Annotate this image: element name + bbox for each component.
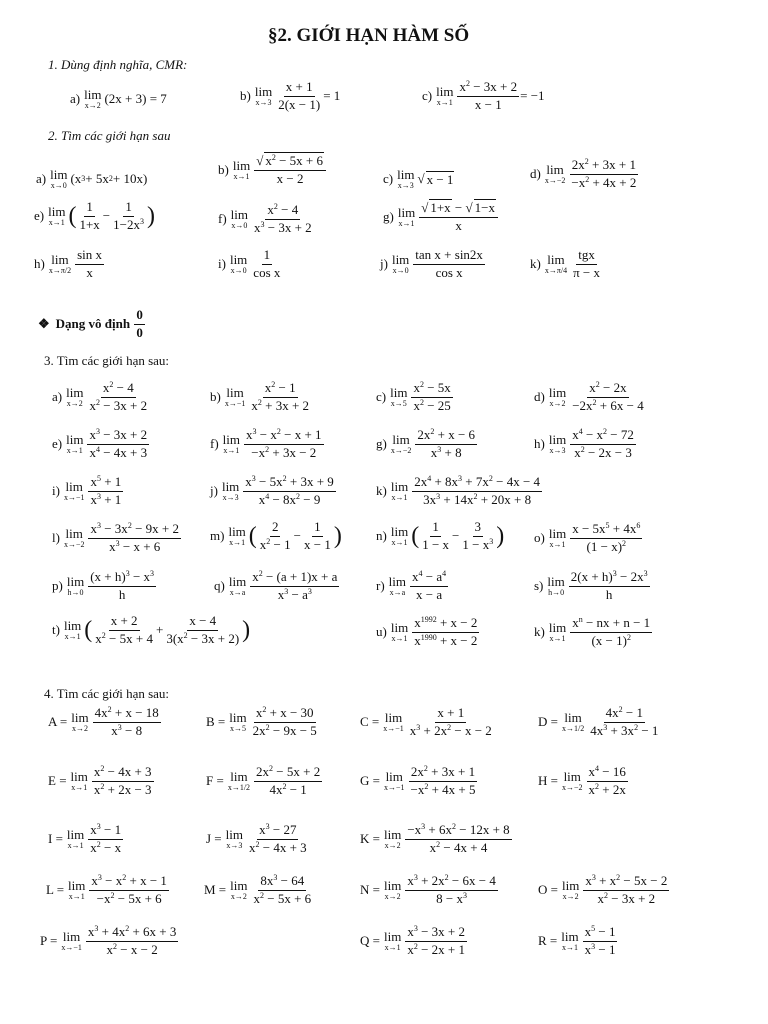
s3-problem-b: b) lim x→−1 $\frac{x^2 - 1}{x^2 + 3x + 2}$	[210, 380, 310, 413]
s2-problem-g: g) lim x→1 $\frac{√ 1+x - √ 1-x}{x}$	[383, 201, 499, 234]
s2-problem-e: e) lim x→1 ( $\frac{1}{1+x}$ − $\frac{1}{1-2x^3}$ )	[34, 199, 155, 232]
s4-problem-Q: Q = lim x→1 $\frac{x^3 - 3x + 2}{x^2 - 2x + 1}$	[360, 924, 465, 957]
s2-problem-b: b) lim x→1 $\frac{√ x^2 - 5x + 6}{x - 2}$	[218, 154, 327, 187]
s4-problem-E: E = lim x→1 $\frac{x^2 - 4x + 3}{x^2 + 2x - 3}$	[48, 764, 152, 797]
s4-problem-H: H = lim x→−2 $\frac{x^4 - 16}{x^2 + 2x}$	[538, 764, 626, 797]
s3-problem-u: u) lim x→1 $\frac{x^{1992} + x - 2}{x^{1990} + x - 2}$	[376, 615, 478, 648]
s2-problem-c: c) lim x→3 √ x − 1	[383, 167, 454, 190]
s3-problem-r: r) lim x→a $\frac{x^4 - a^4}{x - a}$	[376, 569, 447, 602]
s4-problem-L: L = lim x→1 $\frac{x^3 - x^2 + x - 1}{-x^2 - 5x + 6}$	[46, 873, 167, 906]
s4-problem-O: O = lim x→2 $\frac{x^3 + x^2 - 5x - 2}{x^2 - 3x + 2}$	[538, 873, 668, 906]
s3-problem-i: i) lim x→−1 $\frac{x^5 + 1}{x^3 + 1}$	[52, 474, 122, 507]
s3-problem-l: l) lim x→−2 $\frac{x^3 - 3x^2 - 9x + 2}{x^3 - x + 6}$	[52, 521, 179, 554]
s3-problem-k2: k) lim x→1 $\frac{x^n - nx + n - 1}{(x - 1)^2}$	[534, 615, 651, 648]
s2-problem-k: k) lim x→π/4 $\frac{\text{tgx}}{\pi - x}$	[530, 247, 601, 280]
s2-problem-d: d) lim x→−2 $\frac{2x^2 + 3x + 1}{-x^2 + 4x + 2}$	[530, 157, 637, 190]
s3-problem-s: s) lim h→0 $\frac{2(x + h)^3 - 2x^3}{h}$	[534, 569, 648, 602]
s3-problem-o: o) lim x→1 $\frac{x - 5x^5 + 4x^6}{(1 - x)^2}$	[534, 521, 641, 554]
s4-problem-D: D = lim x→1/2 $\frac{4x^2 - 1}{4x^3 + 3x^2 - 1}$	[538, 705, 659, 738]
s2-problem-f: f) lim x→0 $\frac{x^2 - 4}{x^3 - 3x + 2}$	[218, 202, 312, 235]
s2-problem-j: j) lim x→0 $\frac{\text{tan x + sin2x}}{\text{cos x}}$	[380, 247, 483, 280]
s4-problem-J: J = lim x→3 $\frac{x^3 - 27}{x^2 - 4x + 3}$	[206, 822, 307, 855]
s4-problem-P: P = lim x→−1 $\frac{x^3 + 4x^2 + 6x + 3}{x^2 - x - 2}$	[40, 924, 177, 957]
s2-problem-h: h) lim x→π/2 $\frac{\text{sin x}}{x}$	[34, 247, 103, 280]
section-1-heading: 1. Dùng định nghĩa, CMR:	[48, 57, 188, 72]
s1-problem-a: a) lim x→2 (2x + 3) = 7	[70, 87, 167, 110]
s1-problem-c: c) lim x→1 $\frac{x^2 - 3x + 2}{x - 1}$ = −1	[422, 79, 545, 112]
section-3-heading: 3. Tìm các giới hạn sau:	[44, 353, 170, 368]
s3-problem-h: h) lim x→3 $\frac{x^4 - x^2 - 72}{x^2 - 2x - 3}$	[534, 427, 634, 460]
s4-problem-B: B = lim x→5 $\frac{x^2 + x - 30}{2x^2 - 9x - 5}$	[206, 705, 317, 738]
s3-problem-d: d) lim x→2 $\frac{x^2 - 2x}{-2x^2 + 6x - 4}$	[534, 380, 644, 413]
s2-problem-i: i) lim x→0 $\frac{1}{\text{cos x}}$	[218, 247, 281, 280]
indeterminate-form-heading: ❖ Dạng vô định $\frac{0}{0}$	[38, 307, 143, 340]
s4-problem-I: I = lim x→1 $\frac{x^3 - 1}{x^2 - x}$	[48, 822, 122, 855]
s3-problem-e: e) lim x→1 $\frac{x^3 - 3x + 2}{x^4 - 4x + 3}$	[52, 427, 148, 460]
s4-problem-R: R = lim x→1 $\frac{x^5 - 1}{x^3 - 1}$	[538, 924, 616, 957]
s3-problem-t: t) lim x→1 ( $\frac{x + 2}{x^2 - 5x + 4}$ + $\frac{x - 4}{3(x^2 - 3x + 2)}$ )	[52, 613, 251, 646]
s4-problem-C: C = lim x→−1 $\frac{x + 1}{x^3 + 2x^2 - x - 2}$	[360, 705, 492, 738]
s4-problem-F: F = lim x→1/2 $\frac{2x^2 - 5x + 2}{4x^2 - 1}$	[206, 764, 321, 797]
s3-problem-c: c) lim x→5 $\frac{x^2 - 5x}{x^2 - 25}$	[376, 380, 451, 413]
section-2-heading: 2. Tìm các giới hạn sau	[48, 128, 171, 143]
s3-problem-f: f) lim x→1 $\frac{x^3 - x^2 - x + 1}{-x^2 + 3x - 2}$	[210, 427, 322, 460]
s3-problem-g: g) lim x→−2 $\frac{2x^2 + x - 6}{x^3 + 8}$	[376, 427, 476, 460]
s4-problem-M: M = lim x→2 $\frac{8x^3 - 64}{x^2 - 5x + 6}$	[204, 873, 312, 906]
s3-problem-k: k) lim x→1 $\frac{2x^4 + 8x^3 + 7x^2 - 4x - 4}{3x^3 + 14x^2 + 20x + 8}$	[376, 474, 541, 507]
s3-problem-j: j) lim x→3 $\frac{x^3 - 5x^2 + 3x + 9}{x^4 - 8x^2 - 9}$	[210, 474, 334, 507]
s4-problem-N: N = lim x→2 $\frac{x^3 + 2x^2 - 6x - 4}{8 - x^3}$	[360, 873, 496, 906]
s1-problem-b: b) lim x→3 $\frac{x + 1}{2(x - 1)}$ = 1	[240, 79, 341, 112]
page-title: §2. GIỚI HẠN HÀM SỐ	[268, 25, 470, 46]
s3-problem-q: q) lim x→a $\frac{x^2 - (a + 1)x + a}{x^3 - a^3}$	[214, 569, 338, 602]
s3-problem-p: p) lim h→0 $\frac{(x + h)^3 - x^3}{h}$	[52, 569, 155, 602]
s4-problem-A: A = lim x→2 $\frac{4x^2 + x - 18}{x^3 - 8}$	[48, 705, 159, 738]
s3-problem-a: a) lim x→2 $\frac{x^2 - 4}{x^2 - 3x + 2}$	[52, 380, 148, 413]
s4-problem-K: K = lim x→2 $\frac{-x^3 + 6x^2 - 12x + 8}{x^2 - 4x + 4}$	[360, 822, 510, 855]
s2-problem-a: a) lim x→0 (x 3 + 5x 2 + 10x)	[36, 167, 148, 190]
s3-problem-n: n) lim x→1 ( $\frac{1}{1 - x}$ − $\frac{3}{1 - x^3}$ )	[376, 519, 505, 552]
s4-problem-G: G = lim x→−1 $\frac{2x^2 + 3x + 1}{-x^2 + 4x + 5}$	[360, 764, 476, 797]
section-4-heading: 4. Tìm các giới hạn sau:	[44, 686, 170, 701]
s3-problem-m: m) lim x→1 ( $\frac{2}{x^2 - 1}$ − $\frac{1}{x - 1}$ )	[210, 519, 342, 552]
